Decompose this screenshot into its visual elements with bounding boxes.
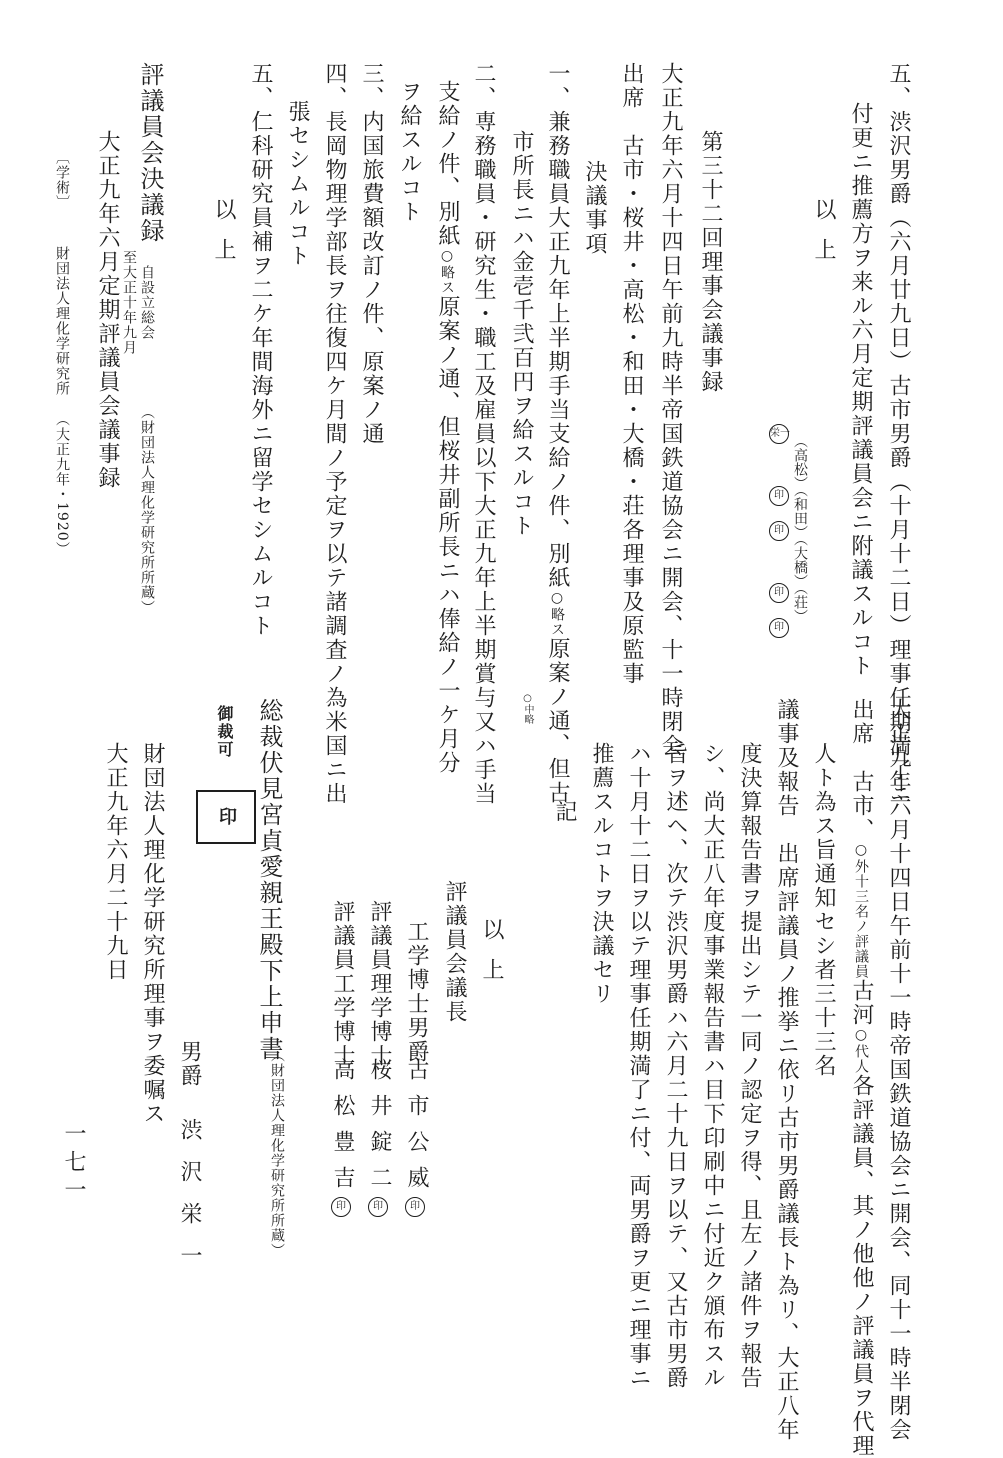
lower-attend-a: 出席 古市、 (849, 698, 874, 842)
commission-date: 大正九年六月二十九日 (103, 742, 128, 982)
lower-owner: （財団法人理化学研究所所蔵） (269, 1048, 285, 1258)
resolution-2-line1: 二、専務職員・研究生・職工及雇員以下大正九年上半期賞与又ハ手当 (471, 62, 496, 806)
lower-attendance-line2: 人ト為ス旨通知セシ者三十三名 (811, 742, 836, 1078)
recipient-title: 男爵 (177, 1040, 202, 1088)
footer-year: （大正九年・1920） (54, 412, 70, 557)
resolutions-label: 決議事項 (582, 160, 607, 256)
council-title: 評議員会決議録 (136, 62, 164, 244)
lower-attend-c: 各評議員、其ノ他他ノ評議員ヲ代理 (849, 1074, 874, 1458)
resolution-2-note: ○略 (439, 248, 455, 280)
seal-stamp-ohashi: 印 (769, 583, 789, 603)
recipient-name: 渋沢栄一 (177, 1118, 202, 1286)
lower-ijo: 以上 (479, 918, 504, 998)
report-line5: ハ十月十二日ヲ以テ理事任期満了ニ付、両男爵ヲ更ニ理事ニ (626, 742, 651, 1390)
seal-stamp-wada: 印 (769, 521, 789, 541)
meeting-title: 第三十二回理事会議事録 (698, 130, 723, 394)
resolution-2-su: ス (439, 280, 455, 295)
seal-name-takamatsu: （高松） (792, 434, 808, 490)
report-line6: 推薦スルコトヲ決議セリ (589, 742, 614, 1006)
signature-2-seal: 印 (368, 1197, 388, 1217)
upper-item5-line2: 付更ニ推薦方ヲ来ル六月定期評議員会ニ附議スルコト (848, 102, 873, 678)
council-dates-1: 自設立総会 (139, 265, 155, 340)
signature-2-name: 桜井錠二 (367, 1058, 392, 1202)
resolution-4-line1: 四、長岡物理学部長ヲ往復四ケ月間ノ予定ヲ以テ諸調査ノ為米国ニ出 (322, 62, 347, 806)
seal-name-wada: （和田） (792, 490, 808, 539)
lower-attend-note3: ○代人 (853, 1027, 869, 1074)
signature-3-name: 高松豊吉 (330, 1058, 355, 1202)
seal-name-sho: （荘） (792, 588, 808, 623)
signature-3-title: 評議員工学博士 (330, 900, 355, 1068)
seal-names-row (793, 434, 807, 623)
seal-ei-stamp: 栄一 (769, 424, 789, 444)
footer-label: 〔学術〕 (54, 150, 70, 210)
seal-stamp-takamatsu: 印 (769, 486, 789, 506)
report-line1: 議事及報告 出席評議員ノ推挙ニ依リ古市男爵議長ト為リ、大正八年 (774, 698, 799, 1442)
signature-2-title: 評議員理学博士 (367, 900, 392, 1068)
ki-mark: 記 (552, 800, 577, 824)
omit-note: ○中略 (522, 693, 533, 724)
page-number: 一七一 (61, 1122, 86, 1206)
lower-attend-b: 古河 (849, 979, 874, 1027)
seal-stamp-sho: 印 (769, 618, 789, 638)
sanction-seal: 印 (196, 790, 256, 844)
signature-3-seal: 印 (331, 1197, 351, 1217)
resolution-1-text-a: 一、兼務職員大正九年上半期手当支給ノ件、別紙 (545, 62, 570, 590)
meeting-attendance: 出席 古市・桜井・高松・和田・大橋・荘各理事及原監事 (619, 62, 644, 686)
resolution-1-note: ○略 (549, 590, 565, 622)
upper-item5-line1: 五、渋沢男爵（六月廿九日）古市男爵（十月十二日）理事任期満了ニ (886, 62, 911, 806)
signature-1-title: 工学博士男爵 (404, 920, 429, 1064)
chair-label: 評議員会議長 (442, 880, 467, 1024)
council-owner: （財団法人理化学研究所所蔵） (139, 405, 155, 615)
sanction-label: 御裁可 (215, 705, 234, 759)
signature-1-name: 古市公威 (404, 1058, 429, 1202)
resolution-1-text-b: 原案ノ通、但古 (545, 637, 570, 805)
lower-attend-note1: ○外十三名 (853, 842, 869, 919)
upper-ijo-1: 以上 (811, 198, 836, 278)
resolution-2-line2 (436, 80, 458, 775)
resolution-3: 三、内国旅費額改訂ノ件、原案ノ通 (359, 62, 384, 446)
report-line2: 度決算報告書ヲ提出シテ一同ノ認定ヲ得、且左ノ諸件ヲ報告 (737, 742, 762, 1390)
resolution-1-line2: 市所長ニハ金壱千弐百円ヲ給スルコト (509, 130, 534, 538)
resolution-4-line2: 張セシムルコト (285, 100, 310, 268)
commission-text: 財団法人理化学研究所理事ヲ委嘱ス (140, 742, 165, 1126)
lower-date-line: 大正九年六月十四日午前十一時帝国鉄道協会ニ開会、同十一時半閉会 (886, 698, 911, 1442)
council-dates-2: 至大正十年九月 (121, 250, 137, 355)
seal-stamps-row (768, 420, 790, 642)
upper-ijo-2: 以上 (211, 198, 236, 278)
council-subtitle: 大正九年六月定期評議員会議事録 (95, 130, 120, 490)
meeting-time: 大正九年六月十四日午前九時半帝国鉄道協会ニ開会、十一時閉会 (658, 62, 683, 758)
report-line3: シ、尚大正八年度事業報告書ハ目下印刷中ニ付近ク頒布スル (700, 742, 725, 1390)
resolution-2-text-a: 支給ノ件、別紙 (435, 80, 460, 248)
lower-attendance-line1 (850, 698, 872, 1458)
lower-attend-note2: ノ評議員 (853, 919, 869, 979)
seal-name-ohashi: （大橋） (792, 539, 808, 588)
resolution-2-text-b: 原案ノ通、但桜井副所長ニハ俸給ノ一ケ月分 (435, 295, 460, 775)
signature-1-seal: 印 (405, 1197, 425, 1217)
resolution-2-line3: ヲ給スルコト (397, 80, 422, 224)
resolution-1-su: ス (549, 622, 565, 637)
footer-org: 財団法人理化学研究所 (54, 246, 70, 396)
petition-title: 総裁伏見宮貞愛親王殿下上申書 (255, 698, 283, 1062)
resolution-5: 五、仁科研究員補ヲ二ケ年間海外ニ留学セシムルコト (248, 62, 273, 638)
report-line4: 旨ヲ述ヘ、次テ渋沢男爵ハ六月二十九日ヲ以テ、又古市男爵 (663, 742, 688, 1390)
resolution-1-line1 (546, 62, 568, 805)
